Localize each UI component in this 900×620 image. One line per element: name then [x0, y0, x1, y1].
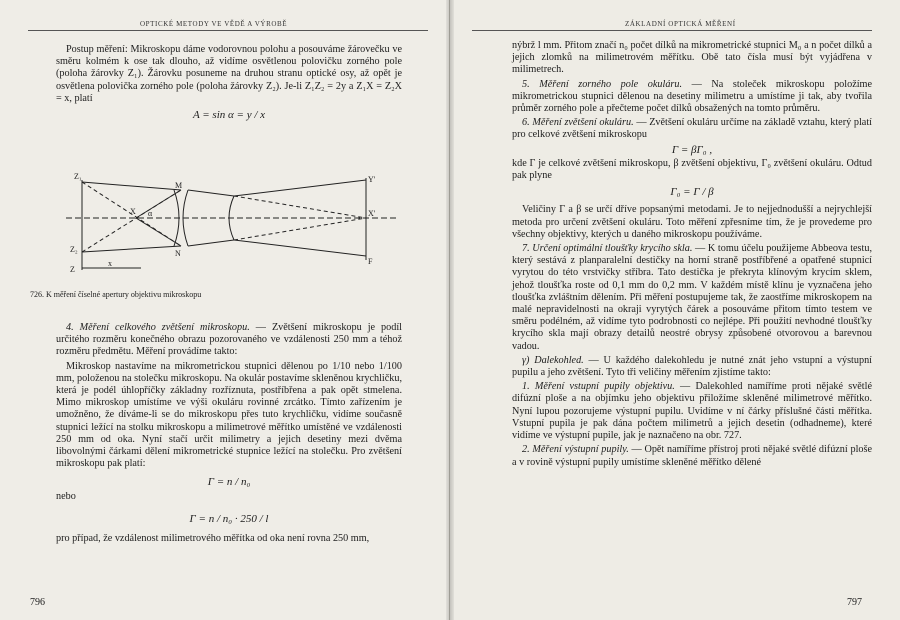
section-1: [512, 381, 872, 442]
section-gamma: [512, 355, 872, 379]
header-rule: [28, 30, 428, 31]
formula-total-magnification: Γ = βΓ₀ ,: [671, 143, 713, 156]
label-y-prime: Y': [368, 175, 376, 184]
section-2: [512, 444, 872, 468]
formula-eyepiece: Γ₀ = Γ / β: [670, 186, 714, 199]
paragraph: Postup měření: Mikroskopu dáme vodorovnou polohu a posouváme žárovečku ve směru kolmém k ose tak dlouho, až vidíme osvětlenou polovičku zorného pole (poloha žárovky Z₁). Žárovku posuneme na druhou stranu optické osy, až opět je osvětlena polovička zorného pole (poloha žárovky Z₂). Je-li Z₁Z₂ = 2y a Z₁X = Z₂X = x, platí: [56, 44, 402, 104]
formula-aperture: A = sin α = y / x: [192, 109, 266, 122]
section-5: [512, 79, 872, 116]
paragraph: Mikroskop nastavíme na mikrometrickou stupnici dělenou po 1/10 nebo 1/100 mm, položenou na stolečku mikroskopu. Na okulár postavíme skleněnou krychličku, která je podél úhlopříčky základny rozříznuta, postříbřena a pak opět stmelena. Mimo mikroskop umístíme ve výši okuláru rovinné zrcátko. Tímto zařízením je umožněno, že díváme-li se do mikroskopu přes tuto krychličku, vidíme současně stupnici ležící na stolku mikroskopu a milimetrové měřítko umístěné ve vzdálenosti 250 mm od oka. Nyní stačí určit milimetry a jejich desetiny mezi dvěma libovolnými čárkami dělení mikrometrické stupnice ležící na stolečku. Pro zvětšení mikroskopu pak platí:: [56, 360, 402, 470]
word-nebo: nebo: [56, 490, 76, 502]
label-alpha: α: [148, 209, 153, 218]
section-6-title: 6. Měření zvětšení okuláru.: [522, 117, 634, 129]
left-text-bottom: [56, 322, 402, 547]
aperture-diagram: [56, 168, 406, 280]
section-5-text: — Na stoleček mikroskopu položíme mikrometrickou stupnici dělenou na desetiny milimetru a umístíme ji tak, aby tvořila průměr zorného pole a přečteme počet dílků obsažených na tomto průměru.: [512, 78, 873, 115]
page-number: 797: [847, 597, 862, 608]
section-4-text: — Zvětšení mikroskopu je podíl určitého rozměru konečného obrazu pozorovaného ve vzdálenosti 250 mm a téhož rozměru předmětu. Měření provádíme takto:: [56, 322, 402, 358]
right-page: [450, 0, 900, 620]
label-x: X: [130, 207, 136, 216]
section-4-title: 4. Měření celkového zvětšení mikroskopu.: [66, 322, 250, 333]
left-text-top: [56, 44, 402, 121]
section-gamma-title: γ) Dalekohled.: [522, 354, 584, 366]
section-4: [56, 322, 402, 359]
label-f: F: [368, 257, 373, 266]
section-6-text: — Zvětšení okuláru určíme na základě vztahu, který platí pro celkové zvětšení mikroskopu: [512, 117, 872, 141]
paragraph: nýbrž l mm. Přitom značí n₀ počet dílků na mikrometrické stupnici M₀ a n počet dílků a jejich zlomků na milimetrovém měřítku. Obě tato čísla musí být vyjádřena v milimetrech.: [512, 40, 872, 76]
label-m: M: [175, 181, 183, 190]
section-2-text: — Opět namíříme přístroj proti nějaké světlé difúzní ploše a v rovině výstupní pupily umístíme skleněné měřítko dělené: [512, 444, 872, 468]
section-6: [512, 117, 872, 141]
section-5-title: 5. Měření zorného pole okuláru.: [522, 78, 683, 90]
section-7: [512, 243, 872, 353]
paragraph: pro případ, že vzdálenost milimetrového měřítka od oka není rovna 250 mm,: [56, 533, 370, 545]
figure-caption: 726. K měření číselné apertury objektivu mikroskopu: [30, 290, 202, 299]
section-gamma-text: — U každého dalekohledu je nutné znát jeho vstupní a výstupní pupilu a jeho zvětšení. Tyto tři veličiny měřením zjistíme takto:: [512, 354, 872, 379]
page-number: 796: [30, 597, 45, 608]
section-2-title: 2. Měření výstupní pupily.: [522, 444, 629, 456]
running-head: ZÁKLADNÍ OPTICKÁ MĚŘENÍ: [625, 20, 736, 28]
label-z: Z: [70, 265, 75, 274]
header-rule: [472, 30, 872, 31]
right-text: [512, 40, 872, 471]
label-n: N: [175, 249, 181, 258]
label-x-dim: x: [108, 259, 112, 268]
paragraph: Veličiny Γ a β se určí dříve popsanými metodami. Je to nejjednodušší a nejrychlejší metoda pro určení zvětšení okuláru. Toto měření zpřesníme tím, že je provedeme pro všechny objektivy, kterých u daného mikroskopu používáme.: [512, 204, 872, 240]
book-gutter: [446, 0, 454, 620]
paragraph: kde Γ je celkové zvětšení mikroskopu, β zvětšení objektivu, Γ₀ zvětšení okuláru. Odtud pak plyne: [512, 157, 872, 182]
section-7-text: — K tomu účelu použijeme Abbeova testu, který sestává z planparalelní destičky na horní straně postříbřené a opatřené stupnicí vyrytou do této vrstvičky stříbra. Tato destička je překryta klínovým krycím sklem, jehož tloušťka roste od 0,1 mm do 0,2 mm. V každém místě klínu je vyznačena jeho tloušťka zvláštním dělením. Při měření postupujeme tak, že zaostříme mikroskopem na malé nepravidelnosti na okraji vyrytých čárek a posouváme přitom tímto testem ve směru podélném, až vidíme tyto podrobnosti co nejlépe. Při použití nevhodné tloušťky krycího skla mají obrazy detailů neostré obrysy způsobené otvorovou a barevnou vadou.: [512, 243, 872, 352]
section-7-title: 7. Určení optimální tloušťky krycího skla.: [522, 243, 693, 255]
label-x-prime: X': [368, 209, 376, 218]
label-z1: Z₁: [74, 172, 82, 181]
section-1-title: 1. Měření vstupní pupily objektivu.: [522, 381, 675, 393]
formula-magnification: Γ = n / n₀: [207, 476, 251, 489]
section-1-text: — Dalekohled namíříme proti nějaké světlé difúzní ploše a na objímku jeho objektivu přiložíme skleněné milimetrové měřítko. Nyní lupou pozorujeme výstupní pupilu. Uvidíme v ní čárky příslušné části měřítka. Vstupní pupila je pak dána počtem milimetrů a jejich desetin (odhadneme), které vidíme ve výstupní pupile, jak je naznačeno na obr. 727.: [512, 381, 872, 442]
label-z2: Z₂: [70, 245, 78, 254]
running-head: OPTICKÉ METODY VE VĚDĚ A VÝROBĚ: [140, 20, 288, 28]
formula-magnification-250: Γ = n / n₀ · 250 / l: [189, 512, 269, 525]
